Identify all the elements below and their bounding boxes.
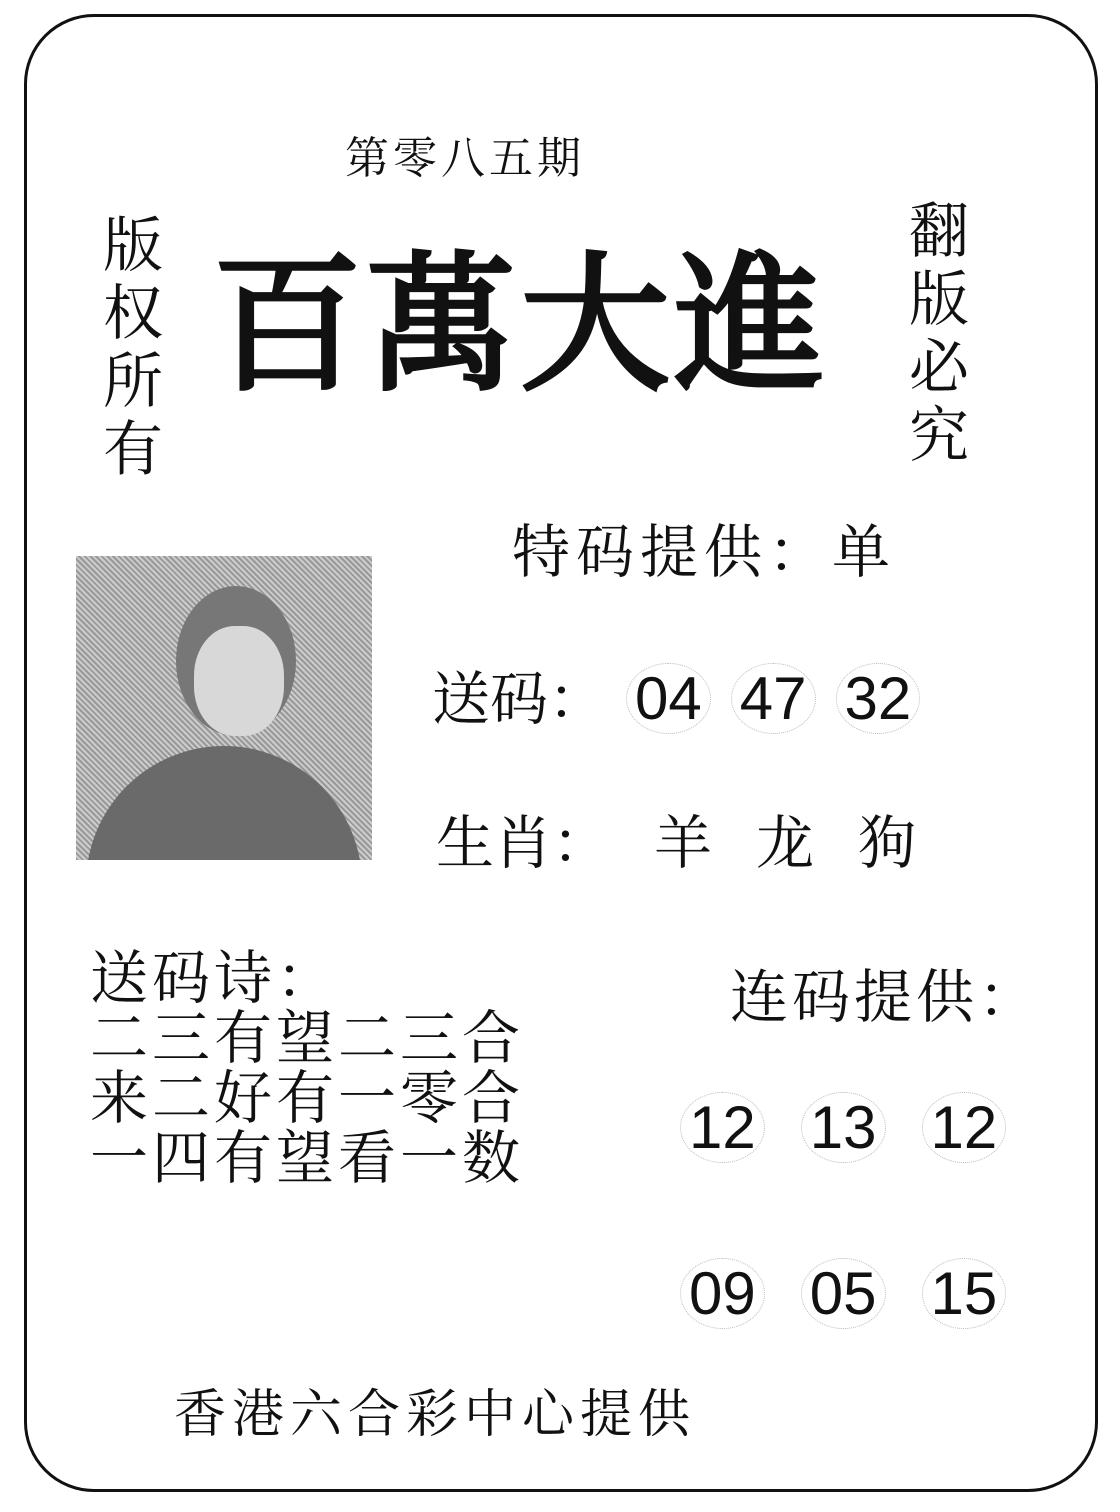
give-code-label: 送码： xyxy=(432,665,607,733)
linked-code-label: 连码提供： xyxy=(730,963,1041,1031)
give-code-number: 04 xyxy=(626,663,711,734)
linked-code-number: 09 xyxy=(680,1258,765,1329)
poem-line: 一四有望看一数 xyxy=(90,1124,525,1192)
piracy-warning-vertical-text: 翻版必究 xyxy=(909,197,969,471)
linked-code-number: 12 xyxy=(922,1092,1007,1163)
footer-provider: 香港六合彩中心提供 xyxy=(174,1385,697,1445)
issue-number: 第零八五期 xyxy=(345,133,585,184)
linked-code-number: 12 xyxy=(680,1092,765,1163)
linked-code-number: 13 xyxy=(801,1092,886,1163)
zodiac-line xyxy=(436,796,916,880)
give-code-number: 32 xyxy=(836,663,921,734)
zodiac-item: 龙 xyxy=(756,809,815,877)
portrait-body xyxy=(86,746,362,860)
linked-code-number: 15 xyxy=(922,1258,1007,1329)
give-code-number: 47 xyxy=(731,663,816,734)
linked-code-number: 05 xyxy=(801,1258,886,1329)
poem-label: 送码诗： xyxy=(90,944,339,1012)
give-code-line xyxy=(432,652,920,736)
poem-block xyxy=(90,944,525,1192)
copyright-vertical-text: 版权所有 xyxy=(103,211,163,485)
special-code-text: 特码提供：单 xyxy=(512,518,897,586)
linked-code-row xyxy=(680,1092,1042,1163)
zodiac-item: 狗 xyxy=(858,809,917,877)
poem-line: 来二好有一零合 xyxy=(90,1064,525,1132)
zodiac-label: 生肖： xyxy=(436,809,611,877)
poem-line: 二三有望二三合 xyxy=(90,1004,525,1072)
portrait-face xyxy=(194,626,284,736)
portrait-photo xyxy=(76,556,372,860)
page-title: 百萬大進 xyxy=(212,237,829,413)
linked-code-row xyxy=(680,1258,1042,1329)
zodiac-item: 羊 xyxy=(654,809,713,877)
